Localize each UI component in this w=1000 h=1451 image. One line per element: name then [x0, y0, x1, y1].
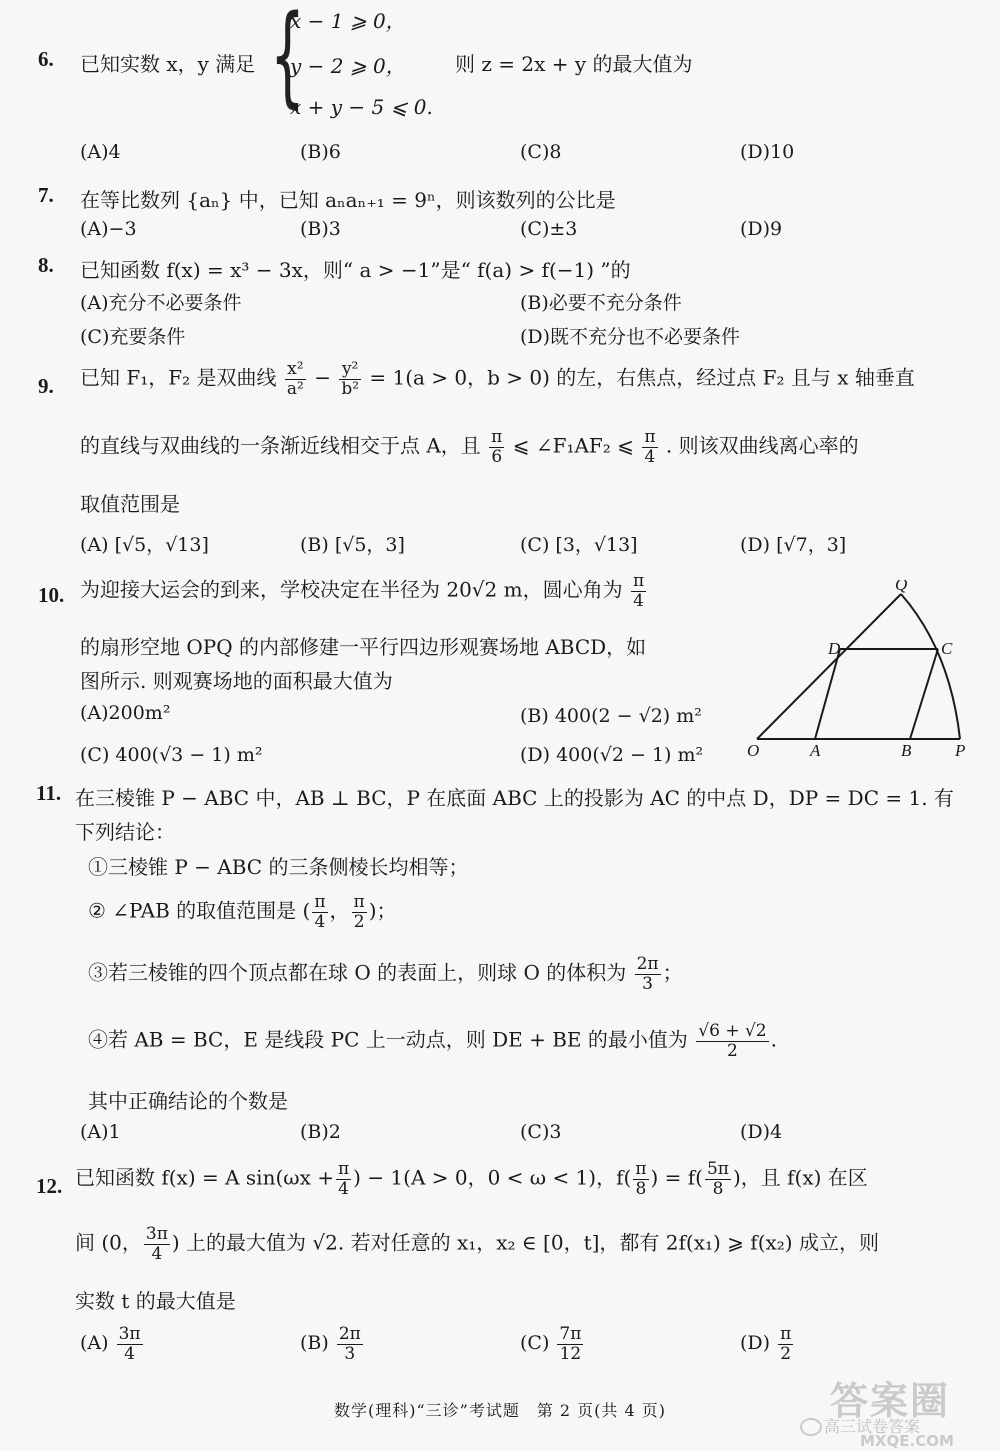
label-p: P	[955, 741, 966, 760]
arc-qp	[901, 594, 960, 739]
fraction	[144, 1225, 170, 1263]
text: ) − 1(A > 0，0 < ω < 1)，f(	[353, 1165, 632, 1190]
label-a: A	[810, 741, 821, 760]
numerator: π	[491, 427, 503, 447]
page-footer: 数学(理科)“三诊”考试题 第 2 页(共 4 页)	[333, 1401, 667, 1420]
question-number: 10.	[38, 583, 65, 607]
option-a: (A)1	[80, 1121, 121, 1143]
option-c: (C)充要条件	[80, 326, 186, 348]
question-line-2	[80, 428, 859, 466]
option-b: (B)2	[300, 1121, 341, 1143]
fraction	[489, 428, 504, 466]
option-label: (D)	[740, 1332, 771, 1355]
text: . 则该双曲线离心率的	[665, 433, 859, 458]
option-b: (B)3	[300, 218, 341, 240]
text: 间 (0，	[75, 1230, 142, 1255]
fraction	[778, 1325, 793, 1363]
option-a: (A)充分不必要条件	[80, 292, 242, 314]
denominator: b²	[341, 378, 360, 399]
text: .	[770, 1027, 777, 1052]
numerator: π	[644, 427, 656, 447]
denominator: a²	[286, 378, 304, 399]
numerator: π	[632, 571, 645, 591]
label-d: D	[828, 639, 841, 658]
numerator: y²	[339, 360, 361, 380]
numerator: 7π	[559, 1324, 582, 1344]
text: 已知 F₁，F₂ 是双曲线	[80, 365, 277, 390]
text: ④若 AB = BC，E 是线段 PC 上一动点，则 DE + BE 的最小值为	[88, 1027, 688, 1052]
option-b	[300, 1325, 365, 1363]
question-line-1: 在三棱锥 P − ABC 中，AB ⊥ BC，P 在底面 ABC 上的投影为 AC 的中点 D，DP = DC = 1. 有	[75, 786, 954, 810]
constraint-2: y − 2 ⩾ 0，	[290, 54, 406, 78]
question-line-2	[75, 1225, 879, 1263]
line-oq	[757, 594, 901, 739]
fraction	[631, 572, 646, 610]
numerator: 3π	[118, 1324, 141, 1344]
question-number: 8.	[38, 253, 54, 277]
text: ；	[662, 960, 683, 985]
question-line-3: 取值范围是	[80, 492, 180, 516]
text: ) 上的最大值为 √2. 若对任意的 x₁，x₂ ∈ [0，t]，都有 2f(x₁) ⩾ f(x₂) 成立，则	[171, 1230, 879, 1255]
denominator: 2	[780, 1343, 792, 1364]
text: = 1(a > 0，b > 0) 的左，右焦点，经过点 F₂ 且与 x 轴垂直	[369, 365, 915, 390]
statement-2	[88, 893, 397, 931]
option-a	[80, 1325, 145, 1363]
question-number: 6.	[38, 47, 54, 71]
option-c: (C)3	[520, 1121, 562, 1143]
denominator: 4	[338, 1178, 349, 1199]
option-d: (D) [√7，3]	[740, 534, 847, 556]
denominator: 8	[712, 1178, 724, 1199]
denominator: 8	[635, 1178, 647, 1199]
numerator: π	[314, 892, 326, 912]
denominator: 3	[642, 973, 653, 994]
text: )，且 f(x) 在区	[732, 1165, 868, 1190]
option-b: (B) 400(2 − √2) m²	[520, 705, 702, 727]
watermark-wechat: 高三试卷答案	[824, 1417, 921, 1436]
text: 为迎接大运会的到来，学校决定在半径为 20√2 m，圆心角为	[80, 577, 623, 602]
fraction	[557, 1325, 583, 1363]
question-line-1	[75, 1160, 868, 1198]
numerator: π	[780, 1324, 792, 1344]
option-label: (B)	[300, 1332, 329, 1355]
question-number: 7.	[38, 183, 54, 207]
numerator: 5π	[706, 1159, 729, 1179]
option-a: (A)4	[80, 141, 121, 163]
denominator: 4	[644, 446, 656, 467]
label-c: C	[941, 639, 953, 658]
denominator: 4	[633, 590, 644, 611]
statement-4	[88, 1022, 777, 1060]
option-c	[520, 1325, 585, 1363]
statement-3	[88, 955, 683, 993]
watermark-logo: 答案圈	[830, 1378, 951, 1423]
option-d: (D)9	[740, 218, 783, 240]
question-line-2: 下列结论：	[75, 820, 175, 844]
fraction	[633, 1160, 648, 1198]
numerator: √6 + √2	[698, 1021, 767, 1041]
text: ② ∠PAB 的取值范围是 (	[88, 898, 311, 923]
option-c: (C)±3	[520, 218, 578, 240]
question-number: 12.	[36, 1174, 63, 1198]
option-d: (D)4	[740, 1121, 783, 1143]
option-label: (C)	[520, 1332, 550, 1355]
wechat-icon	[800, 1418, 822, 1436]
option-a: (A)−3	[80, 218, 137, 240]
label-b: B	[901, 741, 912, 760]
line-cb	[910, 649, 938, 739]
option-c: (C)8	[520, 141, 562, 163]
line-da	[815, 649, 840, 739]
numerator: 3π	[145, 1224, 168, 1244]
question-tail: 则 z = 2x + y 的最大值为	[455, 52, 693, 76]
option-c: (C) [3，√13]	[520, 534, 638, 556]
denominator: 2	[727, 1040, 738, 1061]
numerator: π	[635, 1159, 647, 1179]
denominator: 12	[559, 1343, 582, 1364]
fraction	[705, 1160, 731, 1198]
question-line-3: 实数 t 的最大值是	[75, 1289, 236, 1313]
denominator: 3	[344, 1343, 356, 1364]
fraction	[117, 1325, 143, 1363]
option-label: (A)	[80, 1332, 109, 1355]
fraction	[642, 428, 657, 466]
option-d	[740, 1325, 795, 1363]
option-b: (B)6	[300, 141, 341, 163]
denominator: 6	[491, 446, 503, 467]
question-line-1	[80, 360, 915, 398]
denominator: 4	[124, 1343, 135, 1364]
option-b: (B) [√5，3]	[300, 534, 405, 556]
constraint-3: x + y − 5 ⩽ 0.	[290, 95, 433, 119]
watermark-site: MXQE.COM	[860, 1432, 954, 1450]
label-q: Q	[895, 580, 908, 594]
question-line-3: 图所示. 则观赛场地的面积最大值为	[80, 669, 393, 693]
question-number: 11.	[36, 781, 62, 805]
fraction	[312, 893, 327, 931]
denominator: 2	[353, 911, 365, 932]
fraction	[339, 360, 361, 398]
statement-1: ①三棱锥 P − ABC 的三条侧棱长均相等；	[88, 855, 469, 879]
numerator: 2π	[338, 1324, 361, 1344]
question-number: 9.	[38, 374, 54, 398]
question-line-2: 的扇形空地 OPQ 的内部修建一平行四边形观赛场地 ABCD，如	[80, 635, 647, 659]
text: 已知函数 f(x) = A sin(ωx +	[75, 1165, 334, 1190]
denominator: 4	[314, 911, 326, 932]
numerator: 2π	[636, 954, 659, 974]
numerator: π	[353, 892, 365, 912]
option-a: (A) [√5，√13]	[80, 534, 209, 556]
question-stem: 已知实数 x，y 满足	[80, 52, 256, 76]
brace-symbol: {	[270, 0, 305, 119]
option-a: (A)200m²	[80, 702, 171, 724]
text: 的直线与双曲线的一条渐近线相交于点 A，且	[80, 433, 481, 458]
text: −	[314, 365, 331, 390]
text: ，	[329, 898, 350, 923]
fraction	[337, 1325, 363, 1363]
question-line-7: 其中正确结论的个数是	[88, 1089, 288, 1113]
option-b: (B)必要不充分条件	[520, 292, 682, 314]
denominator: 4	[151, 1243, 163, 1264]
question-line-1	[80, 572, 648, 610]
numerator: π	[337, 1159, 350, 1179]
fraction	[696, 1022, 768, 1060]
option-d: (D)10	[740, 141, 795, 163]
fraction	[352, 893, 367, 931]
fraction	[285, 360, 306, 398]
question-stem: 已知函数 f(x) = x³ − 3x，则“ a > −1”是“ f(a) > f(−1) ”的	[80, 258, 631, 282]
fraction	[336, 1160, 351, 1198]
text: ⩽ ∠F₁AF₂ ⩽	[512, 433, 634, 458]
label-o: O	[747, 741, 760, 760]
option-d: (D) 400(√2 − 1) m²	[520, 744, 704, 766]
text: ) = f(	[650, 1165, 703, 1190]
watermark	[800, 1368, 1000, 1451]
numerator: x²	[285, 360, 306, 380]
option-c: (C) 400(√3 − 1) m²	[80, 744, 263, 766]
sector-diagram	[745, 580, 975, 760]
option-d: (D)既不充分也不必要条件	[520, 326, 741, 348]
question-stem: 在等比数列 {aₙ} 中，已知 aₙaₙ₊₁ = 9ⁿ，则该数列的公比是	[80, 188, 616, 212]
fraction	[635, 955, 661, 993]
constraint-1: x − 1 ⩾ 0，	[290, 9, 406, 33]
text: )；	[368, 898, 397, 923]
text: ③若三棱锥的四个顶点都在球 O 的表面上，则球 O 的体积为	[88, 960, 627, 985]
